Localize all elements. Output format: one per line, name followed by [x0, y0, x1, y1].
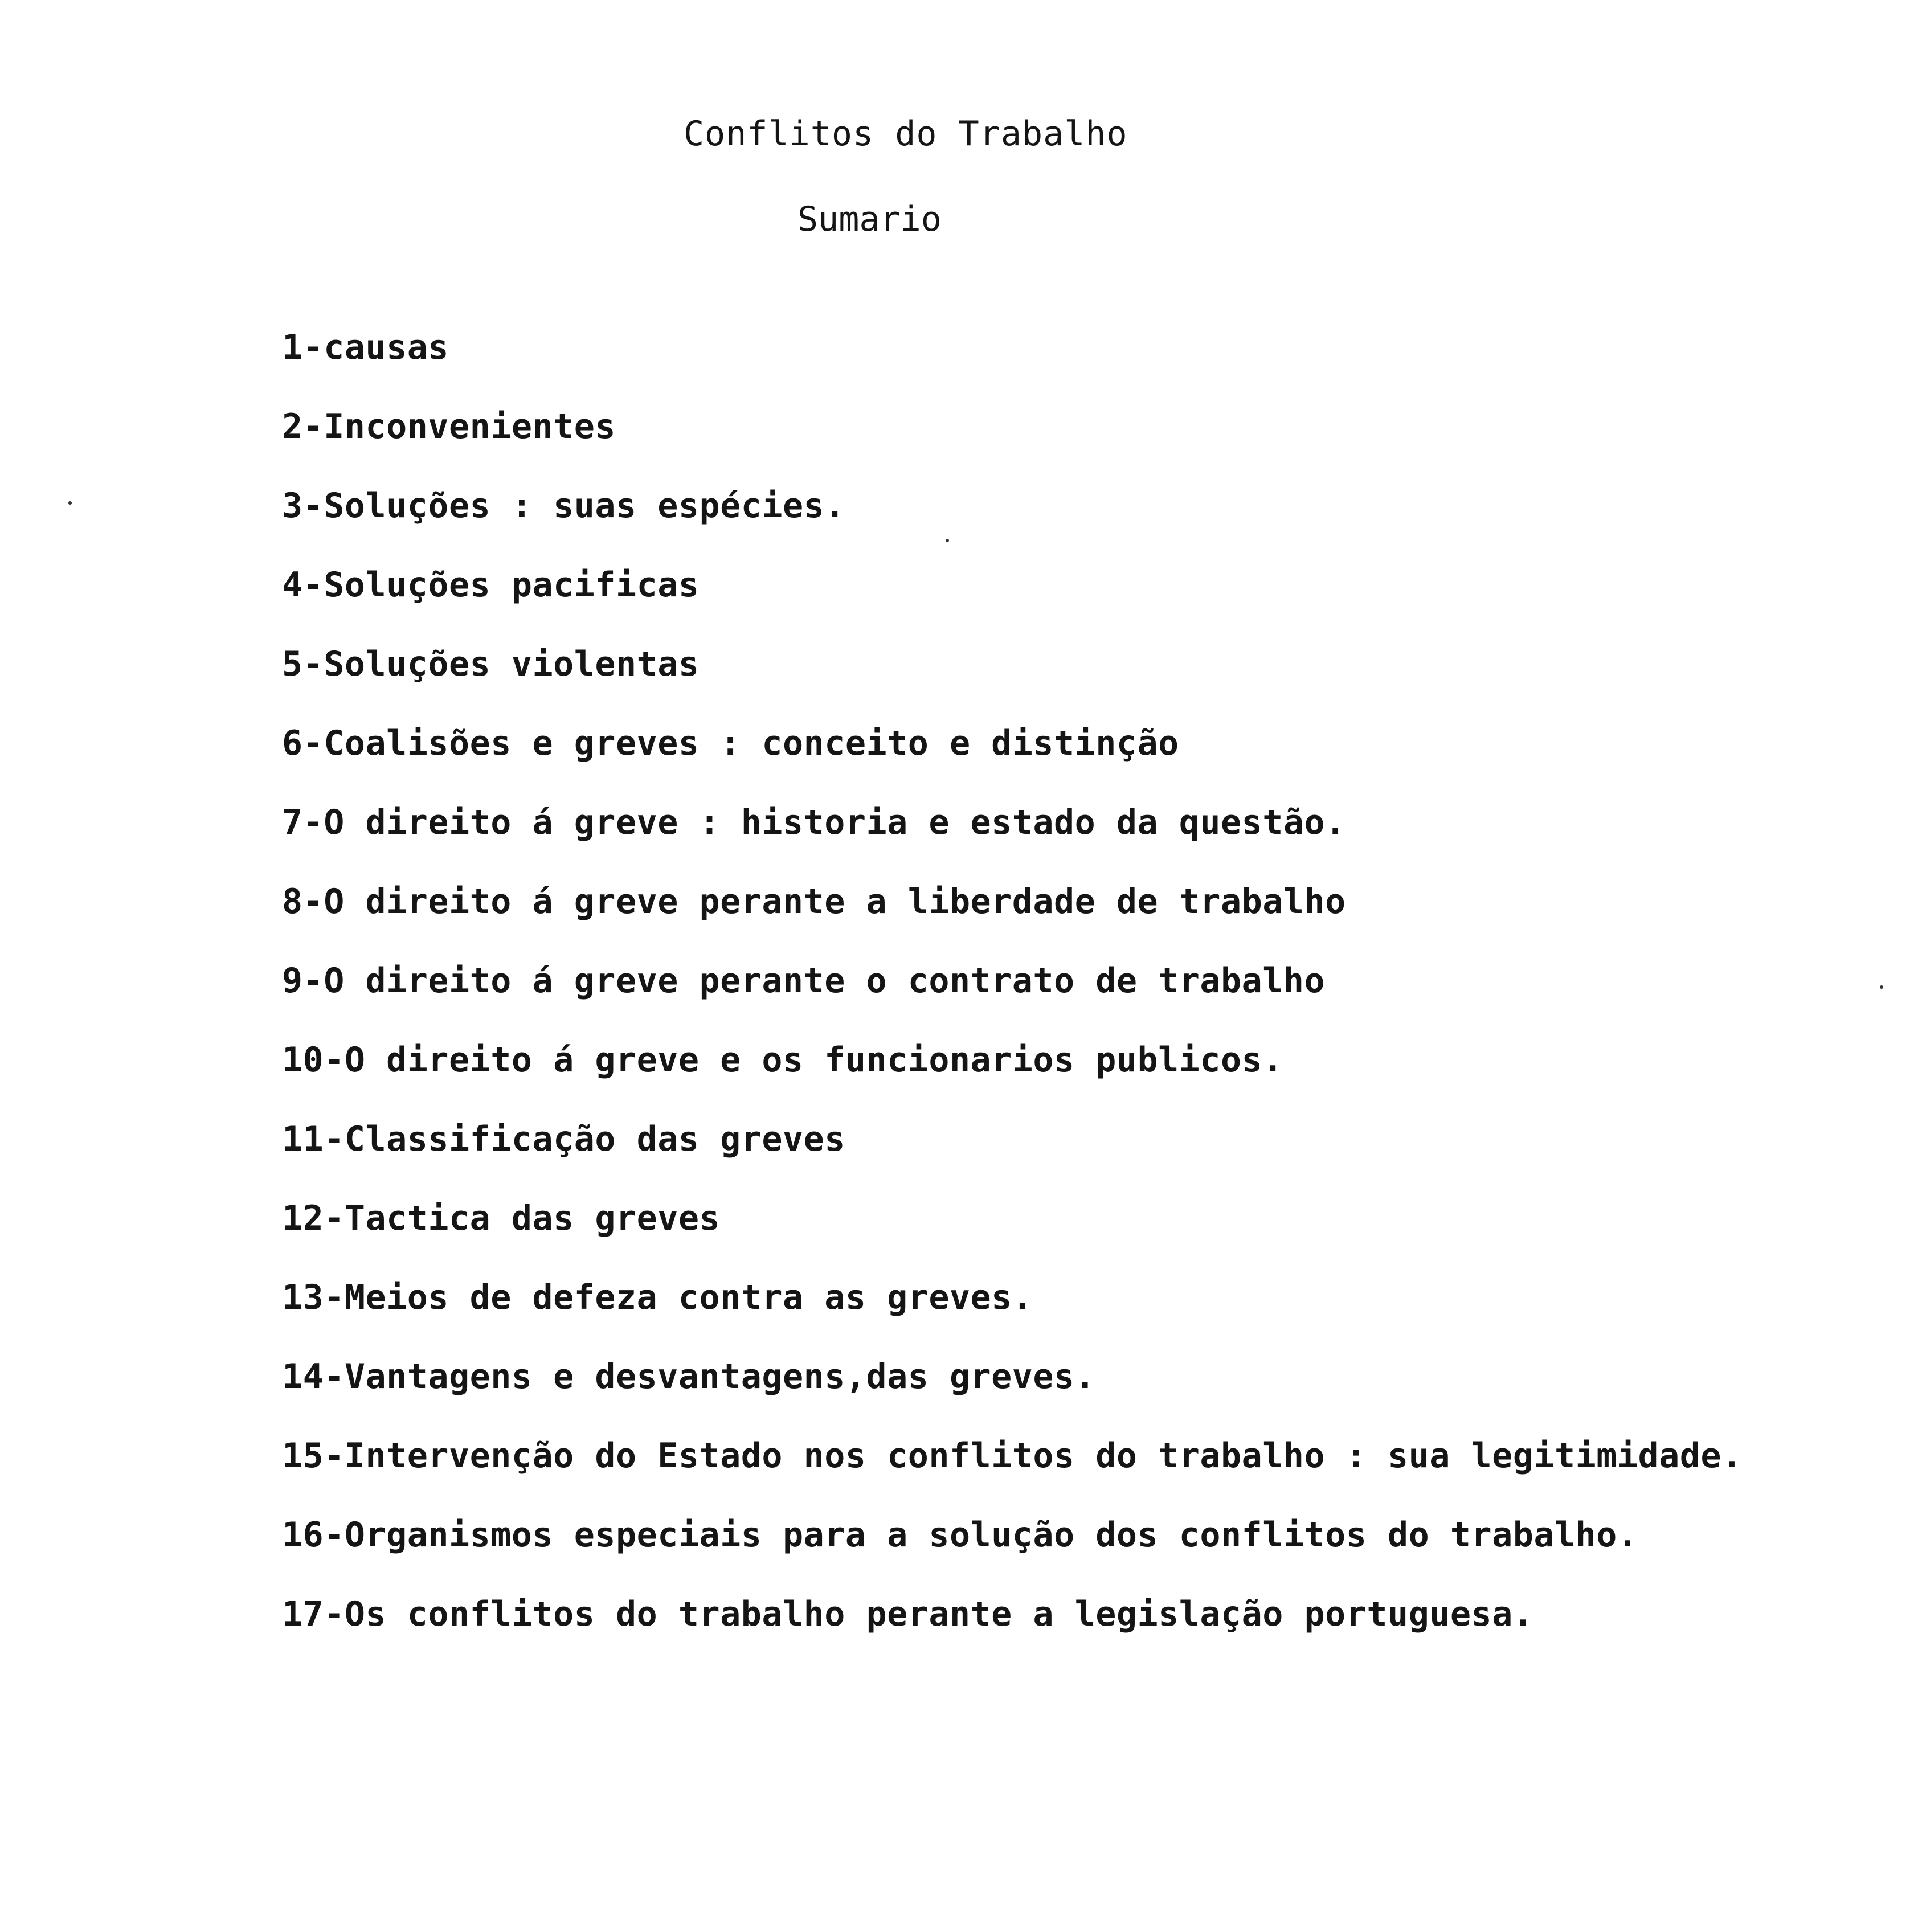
document-subtitle: Sumario — [798, 199, 942, 239]
paper-speck — [946, 539, 949, 542]
summary-item: 15-Intervenção do Estado nos conflitos do trabalho : sua legitimidade. — [282, 1436, 1743, 1476]
summary-item: 12-Tactica das greves — [282, 1198, 721, 1238]
summary-item: 17-Os conflitos do trabalho perante a legislação portuguesa. — [282, 1594, 1534, 1634]
summary-item: 16-Organismos especiais para a solução dos conflitos do trabalho. — [282, 1515, 1638, 1555]
paper-speck — [68, 501, 72, 505]
summary-list — [282, 325, 1743, 1671]
summary-item: 1-causas — [282, 328, 449, 367]
summary-item: 5-Soluções violentas — [282, 644, 700, 684]
summary-item: 10-O direito á greve e os funcionarios publicos. — [282, 1040, 1283, 1080]
summary-item: 4-Soluções pacificas — [282, 565, 700, 605]
summary-item: 6-Coalisões e greves : conceito e distinção — [282, 723, 1179, 763]
summary-item: 7-O direito á greve : historia e estado da questão. — [282, 803, 1346, 842]
summary-item: 11-Classificação das greves — [282, 1119, 845, 1159]
summary-item: 9-O direito á greve perante o contrato de trabalho — [282, 961, 1326, 1001]
summary-item: 13-Meios de defeza contra as greves. — [282, 1278, 1033, 1317]
summary-item: 2-Inconvenientes — [282, 407, 616, 447]
summary-item: 3-Soluções : suas espécies. — [282, 486, 845, 526]
document-title: Conflitos do Trabalho — [684, 114, 1128, 154]
summary-item: 14-Vantagens e desvantagens,das greves. — [282, 1357, 1096, 1397]
paper-speck — [1880, 985, 1883, 989]
summary-item: 8-O direito á greve perante a liberdade de trabalho — [282, 882, 1346, 922]
